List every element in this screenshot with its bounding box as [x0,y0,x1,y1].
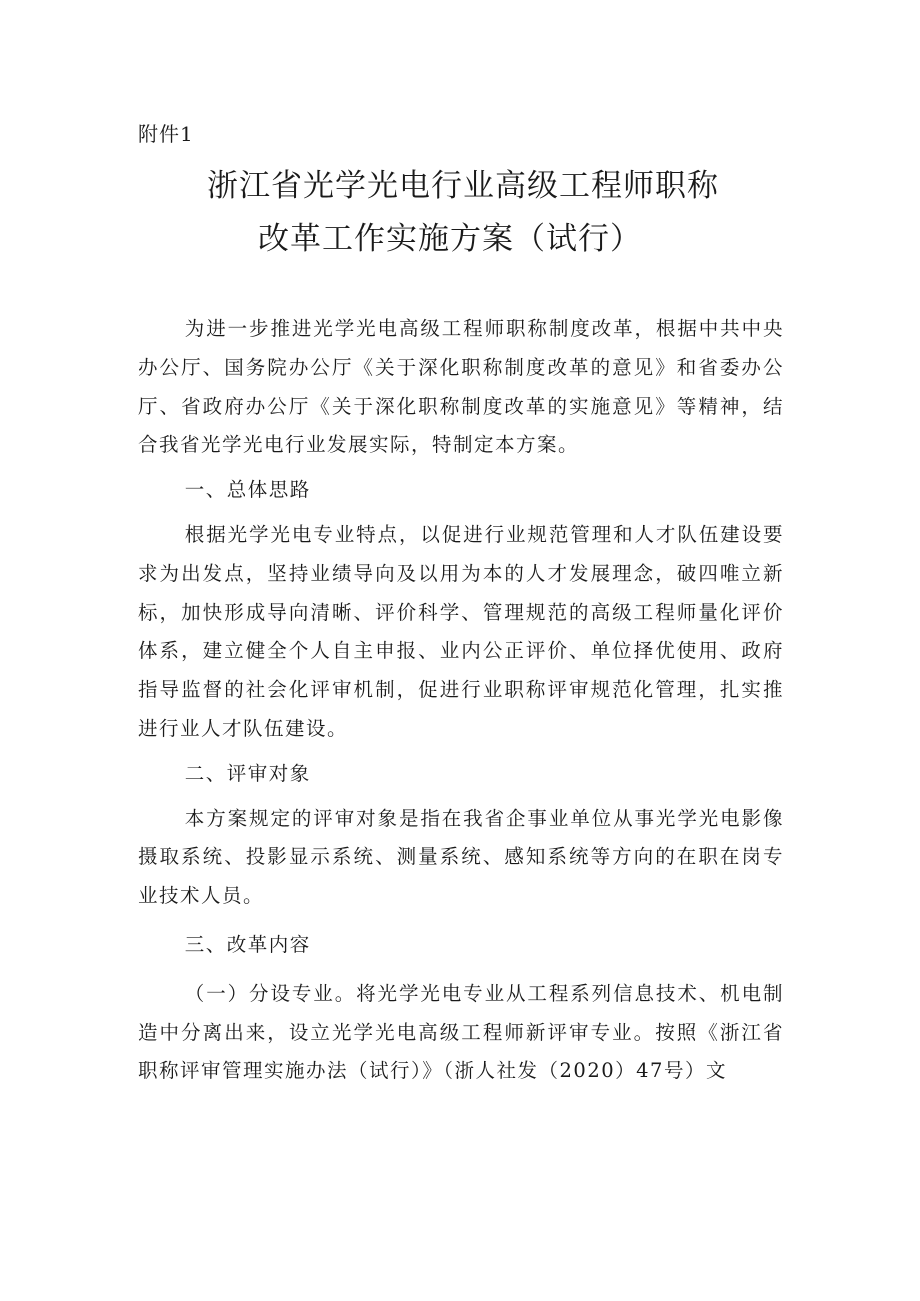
section-paragraph-overall: 根据光学光电专业特点，以促进行业规范管理和人才队伍建设要求为出发点，坚持业绩导向及以用为本的人才发展理念，破四唯立新标，加快形成导向清晰、评价科学、管理规范的高级工程师量化评价体系，建立健全个人自主申报、业内公正评价、单位择优使用、政府指导监督的社会化评审机制，促进行业职称评审规范化管理，扎实推进行业人才队伍建设。 [138,522,784,740]
section-paragraph-reform-item1: （一）分设专业。将光学光电专业从工程系列信息技术、机电制造中分离出来，设立光学光电高级工程师新评审专业。按照《浙江省职称评审管理实施办法（试行）》（浙人社发（2020）47号）文 [138,981,784,1083]
section-heading-overall: 一、总体思路 [184,478,311,502]
section-paragraph-targets: 本方案规定的评审对象是指在我省企事业单位从事光学光电影像摄取系统、投影显示系统、测量系统、感知系统等方向的在职在岗专业技术人员。 [138,806,784,908]
document-title-line2: 改革工作实施方案（试行） [258,221,642,257]
section-heading-reform: 三、改革内容 [184,932,311,956]
document-title-line1: 浙江省光学光电行业高级工程师职称 [207,168,719,204]
section-heading-targets: 二、评审对象 [184,761,311,785]
attachment-label: 附件1 [138,122,194,146]
intro-paragraph: 为进一步推进光学光电高级工程师职称制度改革，根据中共中央办公厅、国务院办公厅《关于深化职称制度改革的意见》和省委办公厅、省政府办公厅《关于深化职称制度改革的实施意见》等精神，结合我省光学光电行业发展实际，特制定本方案。 [138,317,784,457]
document-body [138,310,784,1091]
